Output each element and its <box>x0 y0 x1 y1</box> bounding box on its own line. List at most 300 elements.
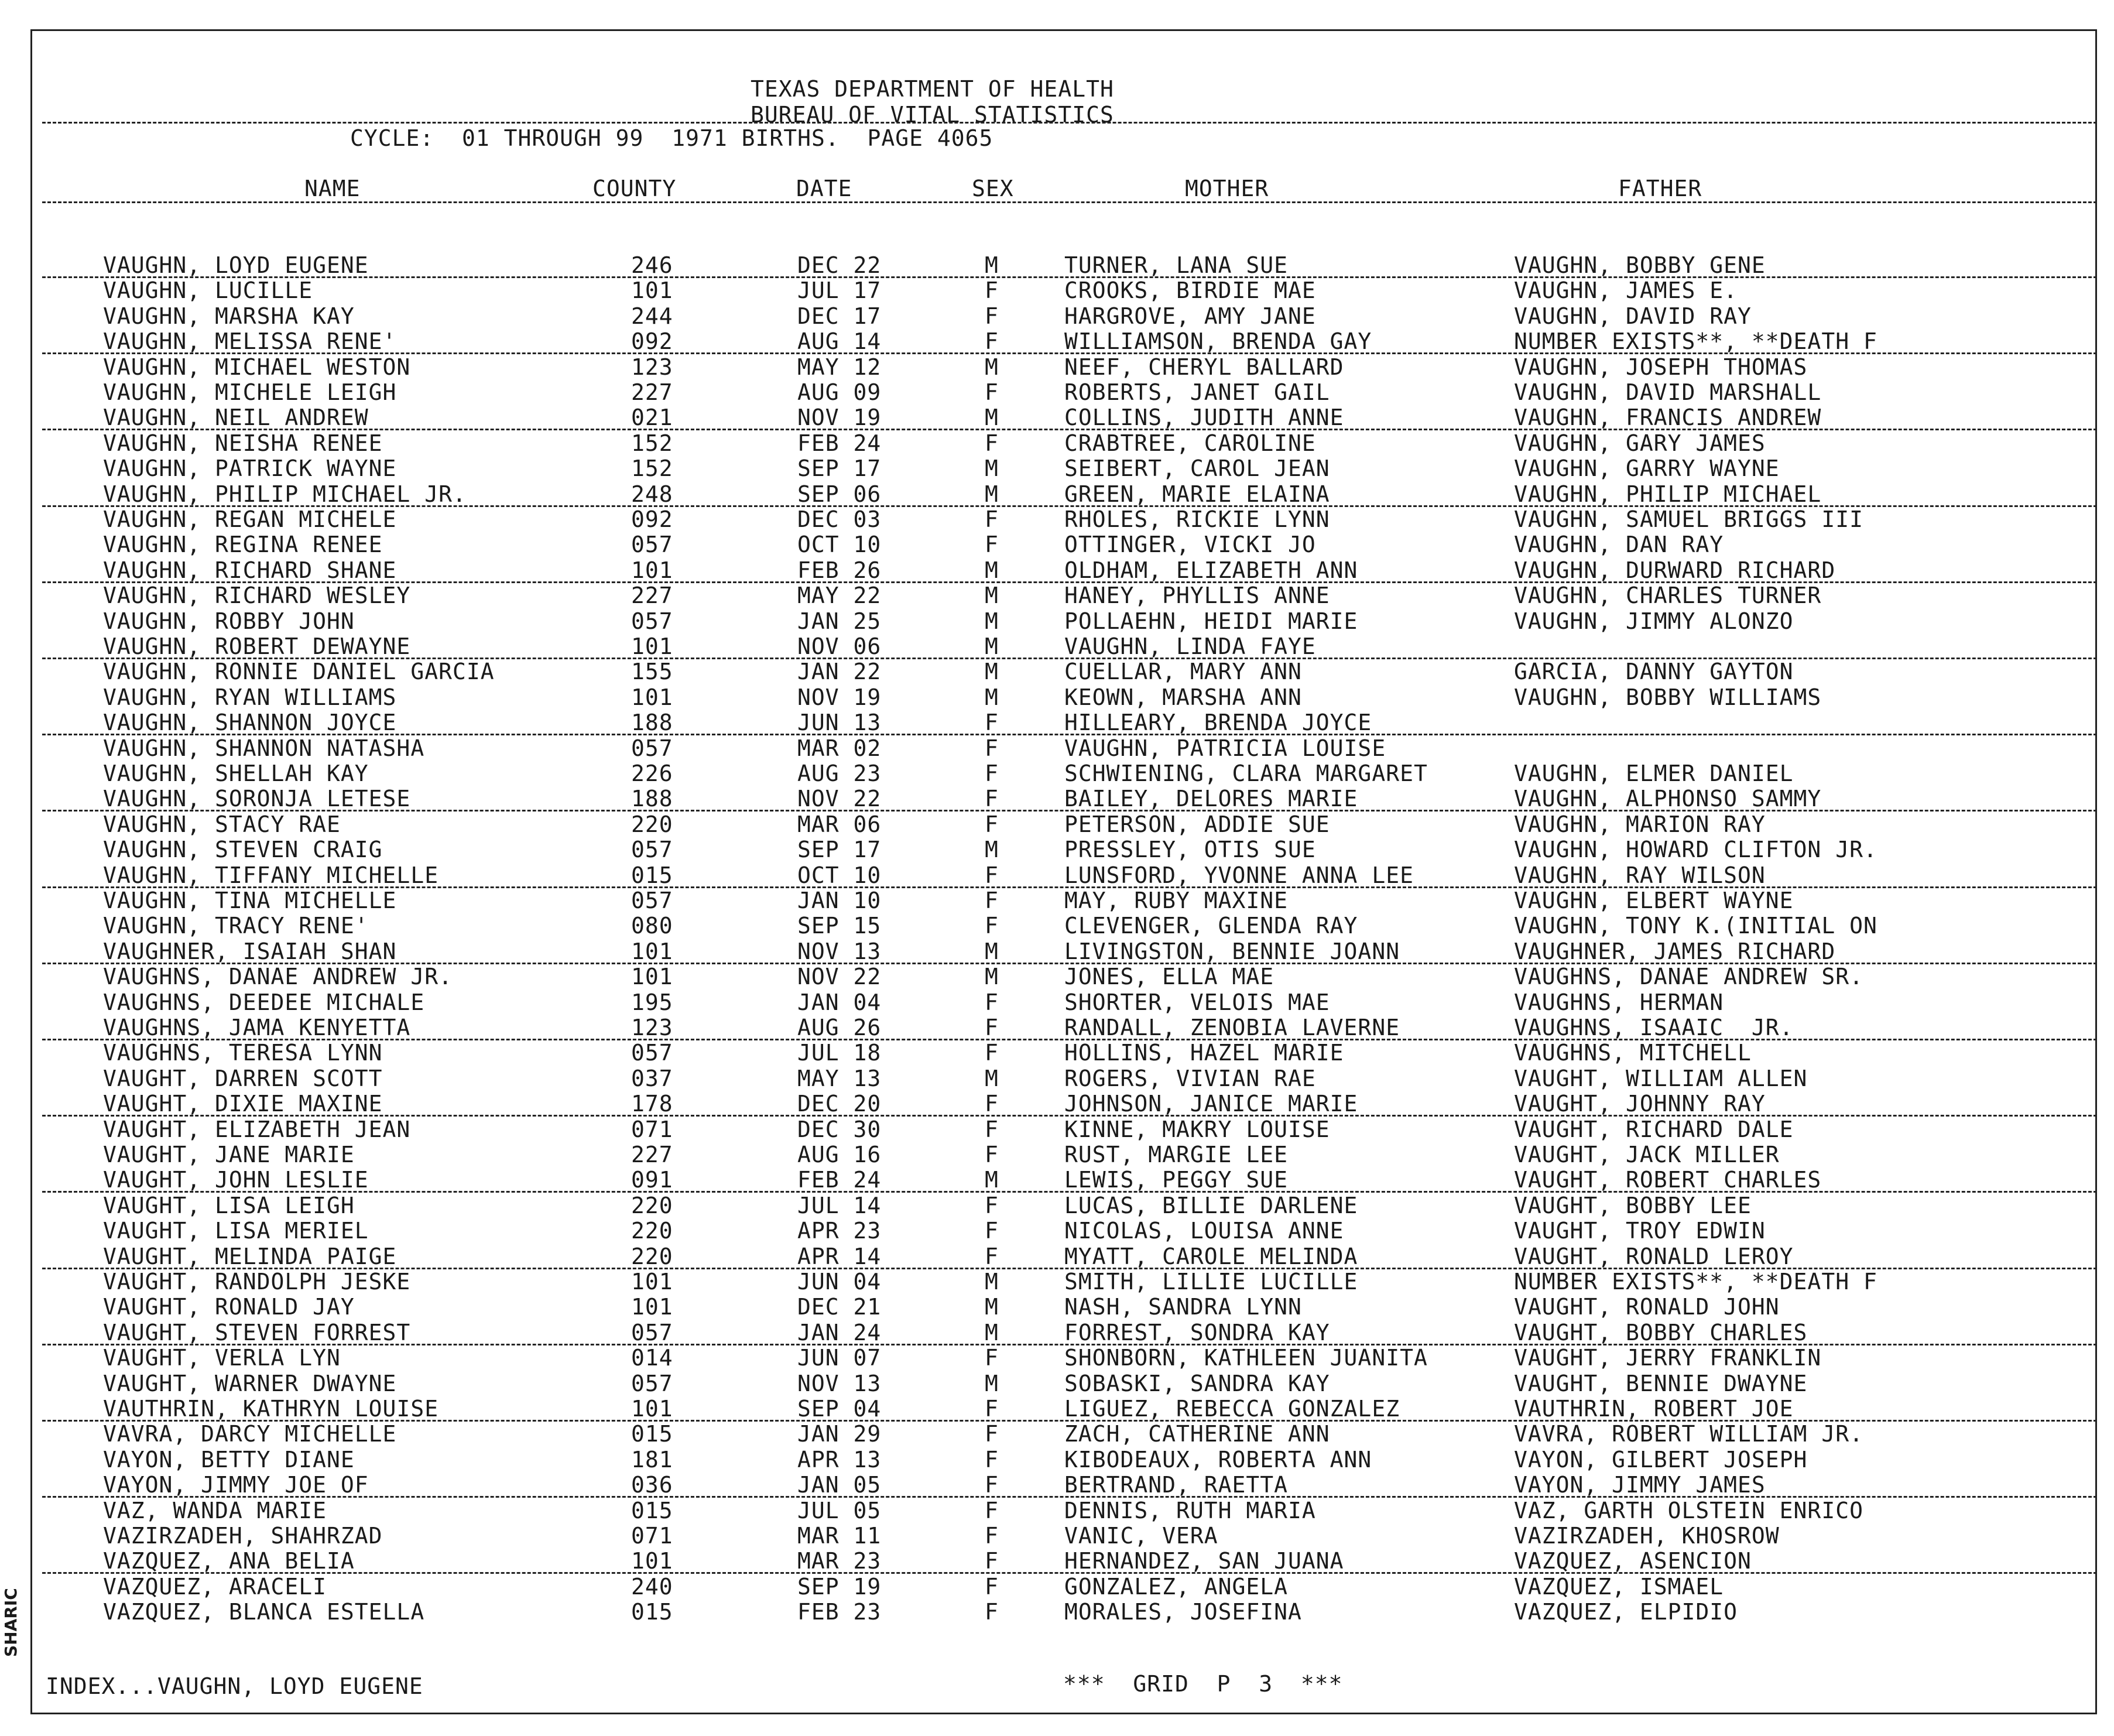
header-title: TEXAS DEPARTMENT OF HEALTH <box>751 76 1114 102</box>
cell-date: JAN 04 <box>797 989 882 1015</box>
table-row <box>0 1447 2114 1473</box>
cell-county: 220 <box>631 1218 673 1244</box>
table-row <box>0 380 2114 405</box>
cell-father: VAUGHN, CHARLES TURNER <box>1514 583 1822 609</box>
cell-county: 015 <box>631 1599 673 1625</box>
cell-county: 057 <box>631 532 673 558</box>
cell-mother: ROBERTS, JANET GAIL <box>1064 379 1330 405</box>
cell-mother: SOBASKI, SANDRA KAY <box>1064 1370 1330 1396</box>
cell-name: VAUGHN, RONNIE DANIEL GARCIA <box>103 659 495 685</box>
cell-date: JAN 25 <box>797 608 882 634</box>
cell-date: DEC 30 <box>797 1116 882 1142</box>
cell-county: 227 <box>631 379 673 405</box>
table-row <box>0 1295 2114 1320</box>
cell-father: VAUGHNS, DANAE ANDREW SR. <box>1514 964 1863 990</box>
cell-mother: HOLLINS, HAZEL MARIE <box>1064 1040 1344 1066</box>
cell-name: VAUGHT, MELINDA PAIGE <box>103 1243 397 1269</box>
cell-date: AUG 14 <box>797 328 882 355</box>
cell-county: 220 <box>631 1192 673 1218</box>
cell-father: VAVRA, ROBERT WILLIAM JR. <box>1514 1421 1863 1447</box>
cell-date: MAR 23 <box>797 1548 882 1574</box>
table-row <box>0 786 2114 811</box>
cell-name: VAUGHT, JANE MARIE <box>103 1142 355 1167</box>
cell-mother: LEWIS, PEGGY SUE <box>1064 1167 1289 1193</box>
cell-sex: M <box>985 481 999 507</box>
cell-father: VAUGHN, DURWARD RICHARD <box>1514 557 1836 583</box>
cell-date: NOV 13 <box>797 938 882 964</box>
cell-father: VAUTHRIN, ROBERT JOE <box>1514 1396 1794 1422</box>
cell-sex: F <box>985 1573 999 1600</box>
cell-father: VAUGHN, ELMER DANIEL <box>1514 761 1794 786</box>
cell-father: VAUGHN, JOSEPH THOMAS <box>1514 354 1808 380</box>
cell-father: VAUGHN, DAVID MARSHALL <box>1514 379 1822 405</box>
cell-name: VAUGHN, ROBBY JOHN <box>103 608 355 634</box>
column-header-sex: SEX <box>972 176 1014 201</box>
cell-father: VAUGHNS, ISAAIC JR. <box>1514 1015 1794 1040</box>
table-row <box>0 507 2114 532</box>
cell-sex: M <box>985 837 999 863</box>
cell-name: VAUGHNS, DANAE ANDREW JR. <box>103 964 453 990</box>
side-label: SHARIC <box>1 1588 20 1657</box>
cell-father: VAUGHN, DAVID RAY <box>1514 303 1752 329</box>
table-row <box>0 1091 2114 1117</box>
cell-mother: OTTINGER, VICKI JO <box>1064 532 1316 558</box>
cell-date: DEC 17 <box>797 303 882 329</box>
cell-date: NOV 22 <box>797 964 882 990</box>
cell-county: 080 <box>631 913 673 939</box>
table-row <box>0 431 2114 456</box>
cell-county: 101 <box>631 964 673 990</box>
cell-sex: F <box>985 506 999 532</box>
cell-date: JAN 10 <box>797 888 882 913</box>
cell-father: VAUGHN, BOBBY WILLIAMS <box>1514 684 1822 710</box>
cell-father: VAUGHNS, HERMAN <box>1514 989 1724 1015</box>
cell-mother: MYATT, CAROLE MELINDA <box>1064 1243 1358 1269</box>
cell-mother: SEIBERT, CAROL JEAN <box>1064 456 1330 482</box>
cell-father: VAUGHT, JACK MILLER <box>1514 1142 1780 1167</box>
cell-name: VAZQUEZ, ARACELI <box>103 1573 327 1600</box>
cell-name: VAUGHN, ROBERT DEWAYNE <box>103 634 411 659</box>
cell-date: NOV 19 <box>797 405 882 431</box>
table-row <box>0 558 2114 583</box>
cell-name: VAUGHN, NEISHA RENEE <box>103 430 383 456</box>
cell-father: VAUGHT, WILLIAM ALLEN <box>1514 1065 1808 1091</box>
cell-mother: NEEF, CHERYL BALLARD <box>1064 354 1344 380</box>
cell-mother: LIGUEZ, REBECCA GONZALEZ <box>1064 1396 1400 1422</box>
cell-county: 246 <box>631 252 673 278</box>
cell-mother: KINNE, MAKRY LOUISE <box>1064 1116 1330 1142</box>
cell-county: 101 <box>631 634 673 659</box>
column-header-date: DATE <box>796 176 852 201</box>
cell-father: VAUGHNS, MITCHELL <box>1514 1040 1752 1066</box>
cell-sex: F <box>985 735 999 761</box>
cell-name: VAUGHN, SHANNON JOYCE <box>103 710 397 736</box>
cell-sex: F <box>985 1599 999 1625</box>
cell-father: VAUGHT, RONALD JOHN <box>1514 1294 1780 1320</box>
footer-grid: *** GRID P 3 *** <box>1063 1671 1343 1697</box>
cell-sex: F <box>985 913 999 939</box>
cell-county: 071 <box>631 1523 673 1549</box>
column-header-father: FATHER <box>1618 176 1702 201</box>
cell-sex: M <box>985 557 999 583</box>
cell-mother: ZACH, CATHERINE ANN <box>1064 1421 1330 1447</box>
cell-name: VAUGHN, MARSHA KAY <box>103 303 355 329</box>
cell-father: VAUGHN, MARION RAY <box>1514 811 1766 837</box>
cell-county: 036 <box>631 1472 673 1498</box>
cell-father: VAUGHT, RONALD LEROY <box>1514 1243 1794 1269</box>
cell-date: AUG 26 <box>797 1015 882 1040</box>
cell-father: VAZQUEZ, ELPIDIO <box>1514 1599 1738 1625</box>
cell-date: MAY 13 <box>797 1065 882 1091</box>
cell-name: VAUGHNS, JAMA KENYETTA <box>103 1015 411 1040</box>
cell-sex: M <box>985 1065 999 1091</box>
cell-mother: COLLINS, JUDITH ANNE <box>1064 405 1344 431</box>
cell-father: VAUGHN, ALPHONSO SAMMY <box>1514 786 1822 812</box>
table-row <box>0 736 2114 761</box>
cell-mother: MORALES, JOSEFINA <box>1064 1599 1302 1625</box>
cell-county: 101 <box>631 938 673 964</box>
cell-county: 057 <box>631 1040 673 1066</box>
cell-name: VAUGHN, LUCILLE <box>103 278 313 304</box>
cell-name: VAUTHRIN, KATHRYN LOUISE <box>103 1396 439 1422</box>
cell-date: JAN 05 <box>797 1472 882 1498</box>
cell-county: 220 <box>631 811 673 837</box>
table-row <box>0 1142 2114 1167</box>
cell-date: SEP 17 <box>797 456 882 482</box>
cell-sex: F <box>985 1497 999 1523</box>
table-row <box>0 913 2114 939</box>
table-row <box>0 634 2114 659</box>
cell-date: APR 23 <box>797 1218 882 1244</box>
cell-father: VAUGHN, ELBERT WAYNE <box>1514 888 1794 913</box>
cell-mother: SMITH, LILLIE LUCILLE <box>1064 1269 1358 1295</box>
cell-sex: M <box>985 405 999 431</box>
table-row <box>0 329 2114 354</box>
cell-sex: M <box>985 1269 999 1295</box>
cell-father: VAUGHN, JIMMY ALONZO <box>1514 608 1794 634</box>
cell-county: 057 <box>631 1370 673 1396</box>
cell-county: 101 <box>631 278 673 304</box>
cell-date: JUL 05 <box>797 1497 882 1523</box>
cell-date: NOV 13 <box>797 1370 882 1396</box>
cell-date: JUL 17 <box>797 278 882 304</box>
cell-sex: F <box>985 532 999 558</box>
table-row <box>0 583 2114 608</box>
cell-mother: KIBODEAUX, ROBERTA ANN <box>1064 1446 1372 1473</box>
cell-father: VAZIRZADEH, KHOSROW <box>1514 1523 1780 1549</box>
cell-mother: KEOWN, MARSHA ANN <box>1064 684 1302 710</box>
table-row <box>0 405 2114 430</box>
cell-name: VAUGHT, DARREN SCOTT <box>103 1065 383 1091</box>
cell-mother: PETERSON, ADDIE SUE <box>1064 811 1330 837</box>
cell-father: VAUGHT, ROBERT CHARLES <box>1514 1167 1822 1193</box>
cell-name: VAUGHT, RONALD JAY <box>103 1294 355 1320</box>
cell-date: OCT 10 <box>797 862 882 888</box>
cell-sex: M <box>985 964 999 990</box>
cell-father: VAUGHN, GARY JAMES <box>1514 430 1766 456</box>
cell-mother: ROGERS, VIVIAN RAE <box>1064 1065 1316 1091</box>
cell-date: SEP 17 <box>797 837 882 863</box>
cell-county: 101 <box>631 1548 673 1574</box>
cell-county: 057 <box>631 608 673 634</box>
cell-sex: F <box>985 303 999 329</box>
cell-mother: HERNANDEZ, SAN JUANA <box>1064 1548 1344 1574</box>
cell-father: VAYON, JIMMY JAMES <box>1514 1472 1766 1498</box>
cell-name: VAUGHN, RYAN WILLIAMS <box>103 684 397 710</box>
cell-father: VAZQUEZ, ASENCION <box>1514 1548 1752 1574</box>
cell-father: VAUGHN, HOWARD CLIFTON JR. <box>1514 837 1877 863</box>
table-row <box>0 1117 2114 1142</box>
table-row <box>0 1345 2114 1371</box>
cell-county: 226 <box>631 761 673 786</box>
cell-mother: JOHNSON, JANICE MARIE <box>1064 1091 1358 1117</box>
table-row <box>0 1066 2114 1091</box>
cell-date: APR 13 <box>797 1446 882 1473</box>
cell-date: NOV 06 <box>797 634 882 659</box>
cell-name: VAUGHN, PHILIP MICHAEL JR. <box>103 481 467 507</box>
cell-name: VAZQUEZ, ANA BELIA <box>103 1548 355 1574</box>
cell-date: JUN 13 <box>797 710 882 736</box>
cell-sex: M <box>985 1167 999 1193</box>
cell-date: MAY 22 <box>797 583 882 609</box>
cell-mother: MAY, RUBY MAXINE <box>1064 888 1289 913</box>
cell-sex: M <box>985 583 999 609</box>
cell-sex: F <box>985 1548 999 1574</box>
cell-mother: RHOLES, RICKIE LYNN <box>1064 506 1330 532</box>
cell-mother: POLLAEHN, HEIDI MARIE <box>1064 608 1358 634</box>
table-row <box>0 1422 2114 1447</box>
cell-name: VAUGHT, RANDOLPH JESKE <box>103 1269 411 1295</box>
cell-sex: F <box>985 1472 999 1498</box>
cell-sex: M <box>985 938 999 964</box>
cell-sex: M <box>985 684 999 710</box>
cell-county: 227 <box>631 583 673 609</box>
cell-mother: LUCAS, BILLIE DARLENE <box>1064 1192 1358 1218</box>
table-row <box>0 1498 2114 1523</box>
cell-sex: F <box>985 1142 999 1167</box>
cell-mother: DENNIS, RUTH MARIA <box>1064 1497 1316 1523</box>
cell-name: VAUGHT, DIXIE MAXINE <box>103 1091 383 1117</box>
cell-father: VAUGHT, JERRY FRANKLIN <box>1514 1345 1822 1371</box>
cell-mother: CRABTREE, CAROLINE <box>1064 430 1316 456</box>
cell-sex: F <box>985 811 999 837</box>
cell-mother: PRESSLEY, OTIS SUE <box>1064 837 1316 863</box>
cell-sex: F <box>985 888 999 913</box>
cell-sex: F <box>985 1345 999 1371</box>
table-row <box>0 1574 2114 1600</box>
cell-county: 152 <box>631 430 673 456</box>
cell-date: AUG 09 <box>797 379 882 405</box>
table-row <box>0 1218 2114 1244</box>
cell-date: MAR 06 <box>797 811 882 837</box>
cell-name: VAUGHN, MICHAEL WESTON <box>103 354 411 380</box>
cell-mother: VAUGHN, LINDA FAYE <box>1064 634 1316 659</box>
cell-mother: HILLEARY, BRENDA JOYCE <box>1064 710 1372 736</box>
cell-name: VAUGHT, LISA MERIEL <box>103 1218 369 1244</box>
cell-mother: SCHWIENING, CLARA MARGARET <box>1064 761 1428 786</box>
cell-mother: RUST, MARGIE LEE <box>1064 1142 1289 1167</box>
cell-mother: CROOKS, BIRDIE MAE <box>1064 278 1316 304</box>
cell-sex: M <box>985 354 999 380</box>
cell-mother: BAILEY, DELORES MARIE <box>1064 786 1358 812</box>
cell-date: SEP 15 <box>797 913 882 939</box>
cell-father: VAUGHN, BOBBY GENE <box>1514 252 1766 278</box>
cell-sex: F <box>985 1421 999 1447</box>
cell-sex: F <box>985 1446 999 1473</box>
cell-date: DEC 21 <box>797 1294 882 1320</box>
cell-county: 152 <box>631 456 673 482</box>
cell-county: 101 <box>631 557 673 583</box>
cell-mother: RANDALL, ZENOBIA LAVERNE <box>1064 1015 1400 1040</box>
cell-name: VAUGHN, STACY RAE <box>103 811 341 837</box>
table-row <box>0 355 2114 380</box>
cell-mother: TURNER, LANA SUE <box>1064 252 1289 278</box>
table-row <box>0 1473 2114 1498</box>
column-header-name: NAME <box>304 176 361 201</box>
cell-county: 155 <box>631 659 673 685</box>
cell-sex: M <box>985 1319 999 1345</box>
cell-county: 057 <box>631 1319 673 1345</box>
table-row <box>0 888 2114 913</box>
cell-mother: HANEY, PHYLLIS ANNE <box>1064 583 1330 609</box>
table-row <box>0 659 2114 684</box>
cell-date: AUG 16 <box>797 1142 882 1167</box>
cell-name: VAUGHT, JOHN LESLIE <box>103 1167 369 1193</box>
cell-sex: M <box>985 1294 999 1320</box>
cell-father: VAUGHN, RAY WILSON <box>1514 862 1766 888</box>
cell-date: MAY 12 <box>797 354 882 380</box>
cell-sex: F <box>985 1523 999 1549</box>
cell-name: VAUGHT, LISA LEIGH <box>103 1192 355 1218</box>
cell-father: VAUGHT, RICHARD DALE <box>1514 1116 1794 1142</box>
cell-father: NUMBER EXISTS**, **DEATH F <box>1514 328 1877 355</box>
table-row <box>0 304 2114 329</box>
cell-county: 057 <box>631 837 673 863</box>
cell-date: SEP 06 <box>797 481 882 507</box>
cell-county: 015 <box>631 862 673 888</box>
table-row <box>0 253 2114 278</box>
cell-sex: F <box>985 278 999 304</box>
cell-name: VAUGHNER, ISAIAH SHAN <box>103 938 397 964</box>
cell-date: NOV 19 <box>797 684 882 710</box>
cell-name: VAUGHN, TRACY RENE' <box>103 913 369 939</box>
cell-father: VAUGHNER, JAMES RICHARD <box>1514 938 1836 964</box>
cell-date: MAR 02 <box>797 735 882 761</box>
column-header-mother: MOTHER <box>1185 176 1269 201</box>
cell-county: 057 <box>631 888 673 913</box>
cell-date: JUN 07 <box>797 1345 882 1371</box>
cell-date: NOV 22 <box>797 786 882 812</box>
table-row <box>0 1371 2114 1396</box>
cell-sex: F <box>985 1218 999 1244</box>
cell-name: VAYON, BETTY DIANE <box>103 1446 355 1473</box>
cell-county: 101 <box>631 684 673 710</box>
cell-mother: BERTRAND, RAETTA <box>1064 1472 1289 1498</box>
table-row <box>0 1320 2114 1345</box>
cell-date: JUL 18 <box>797 1040 882 1066</box>
cell-name: VAZQUEZ, BLANCA ESTELLA <box>103 1599 425 1625</box>
cell-name: VAUGHN, SHELLAH KAY <box>103 761 369 786</box>
cell-county: 015 <box>631 1421 673 1447</box>
cell-father: NUMBER EXISTS**, **DEATH F <box>1514 1269 1877 1295</box>
cell-county: 057 <box>631 735 673 761</box>
cell-name: VAUGHT, ELIZABETH JEAN <box>103 1116 411 1142</box>
cell-date: APR 14 <box>797 1243 882 1269</box>
cell-mother: JONES, ELLA MAE <box>1064 964 1274 990</box>
cell-county: 101 <box>631 1269 673 1295</box>
cell-mother: CUELLAR, MARY ANN <box>1064 659 1302 685</box>
table-row <box>0 812 2114 837</box>
cell-sex: M <box>985 608 999 634</box>
cell-sex: M <box>985 634 999 659</box>
cell-county: 248 <box>631 481 673 507</box>
cell-sex: M <box>985 252 999 278</box>
cell-sex: F <box>985 786 999 812</box>
cell-father: VAUGHT, JOHNNY RAY <box>1514 1091 1766 1117</box>
table-row <box>0 1015 2114 1040</box>
cell-date: JUN 04 <box>797 1269 882 1295</box>
table-row <box>0 482 2114 507</box>
cell-name: VAUGHN, PATRICK WAYNE <box>103 456 397 482</box>
cell-sex: F <box>985 1192 999 1218</box>
cell-county: 188 <box>631 786 673 812</box>
cell-name: VAUGHNS, TERESA LYNN <box>103 1040 383 1066</box>
cell-sex: F <box>985 1396 999 1422</box>
table-row <box>0 939 2114 964</box>
cell-sex: F <box>985 862 999 888</box>
cell-father: VAZ, GARTH OLSTEIN ENRICO <box>1514 1497 1863 1523</box>
cell-name: VAVRA, DARCY MICHELLE <box>103 1421 397 1447</box>
cell-date: FEB 24 <box>797 1167 882 1193</box>
cell-name: VAUGHN, LOYD EUGENE <box>103 252 369 278</box>
table-row <box>0 837 2114 862</box>
cell-county: 101 <box>631 1396 673 1422</box>
cell-sex: F <box>985 1015 999 1040</box>
cell-name: VAUGHN, TINA MICHELLE <box>103 888 397 913</box>
cell-father: VAYON, GILBERT JOSEPH <box>1514 1446 1808 1473</box>
cell-county: 227 <box>631 1142 673 1167</box>
table-row <box>0 1040 2114 1066</box>
cell-date: SEP 04 <box>797 1396 882 1422</box>
cell-county: 092 <box>631 506 673 532</box>
cell-county: 220 <box>631 1243 673 1269</box>
cell-mother: HARGROVE, AMY JANE <box>1064 303 1316 329</box>
cell-county: 037 <box>631 1065 673 1091</box>
cell-county: 014 <box>631 1345 673 1371</box>
cell-father: VAUGHT, TROY EDWIN <box>1514 1218 1766 1244</box>
cell-mother: FORREST, SONDRA KAY <box>1064 1319 1330 1345</box>
cycle-line: CYCLE: 01 THROUGH 99 1971 BIRTHS. PAGE 4065 <box>350 125 993 151</box>
cell-date: SEP 19 <box>797 1573 882 1600</box>
cell-county: 244 <box>631 303 673 329</box>
cell-county: 181 <box>631 1446 673 1473</box>
cell-mother: CLEVENGER, GLENDA RAY <box>1064 913 1358 939</box>
cell-father: VAUGHN, GARRY WAYNE <box>1514 456 1780 482</box>
table-row <box>0 456 2114 481</box>
cell-name: VAYON, JIMMY JOE OF <box>103 1472 369 1498</box>
cell-sex: F <box>985 379 999 405</box>
cell-mother: OLDHAM, ELIZABETH ANN <box>1064 557 1358 583</box>
cell-date: JAN 22 <box>797 659 882 685</box>
cell-county: 021 <box>631 405 673 431</box>
cell-date: MAR 11 <box>797 1523 882 1549</box>
cell-sex: M <box>985 456 999 482</box>
table-row <box>0 1193 2114 1218</box>
cell-name: VAUGHN, STEVEN CRAIG <box>103 837 383 863</box>
cell-date: JAN 29 <box>797 1421 882 1447</box>
cell-mother: NASH, SANDRA LYNN <box>1064 1294 1302 1320</box>
cell-father: VAUGHN, DAN RAY <box>1514 532 1724 558</box>
